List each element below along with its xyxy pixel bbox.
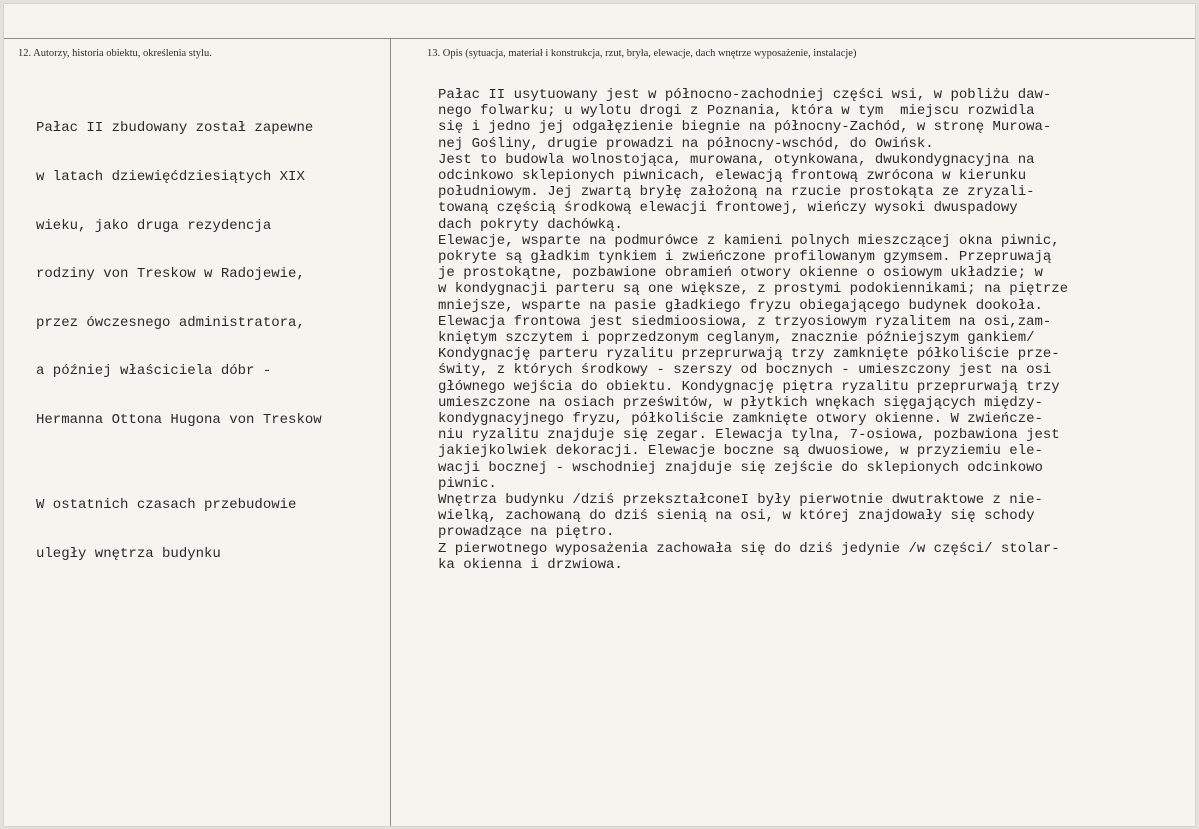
typed-line: Kondygnację parteru ryzalitu przeprurwają trzy zamknięte półkoliście prze-	[438, 346, 1060, 363]
typed-line: jakiejkolwiek dekoracji. Elewacje boczne są dwuosiowe, w przyziemiu ele-	[438, 443, 1043, 460]
typed-line: w latach dziewięćdziesiątych XIX	[36, 169, 305, 186]
typed-line: wacji bocznej - wschodniej znajduje się zejście do sklepionych odcinkowo	[438, 459, 1043, 476]
typed-line: pokryte są gładkim tynkiem i zwieńczone profilowanym gzymsem. Przepruwają	[438, 249, 1052, 266]
typed-line: Wnętrza budynku /dziś przekształconeI były pierwotnie dwutraktowe z nie-	[438, 492, 1043, 509]
section-13-body	[438, 87, 1068, 573]
typed-line: kondygnacyjnego fryzu, półkoliście zamknięte otwory okienne. W zwieńcze-	[438, 411, 1043, 428]
typed-line: uległy wnętrza budynku	[36, 545, 221, 562]
typed-line: ka okienna i drzwiowa.	[438, 556, 623, 573]
typed-line: Pałac II zbudowany został zapewne	[36, 120, 314, 137]
typed-line: mniejsze, wsparte na pasie gładkiego fryzu obiegającego budynek dookoła.	[438, 297, 1043, 314]
typed-line: prowadzące na piętro.	[438, 524, 615, 541]
section-12-body	[36, 88, 322, 578]
typed-line: piwnic.	[438, 475, 497, 492]
typed-line: dach pokryty dachówką.	[438, 216, 623, 233]
typed-line: głównego wejścia do obiektu. Kondygnację piętra ryzalitu przeprurwają trzy	[438, 378, 1060, 395]
section-13-header: 13. Opis (sytuacja, materiał i konstrukcja, rzut, bryła, elewacje, dach wnętrze wyposażenie, instalacje)	[427, 48, 857, 59]
typed-line: Elewacje, wsparte na podmurówce z kamieni polnych mieszczącej okna piwnic,	[438, 232, 1060, 249]
typed-line: towaną częścią środkową elewacji frontowej, wieńczy wysoki dwuspadowy	[438, 200, 1018, 217]
typed-line: się i jedno jej odgałęzienie biegnie na północny-Zachód, w stronę Murowa-	[438, 119, 1052, 136]
typed-line: południowym. Jej zwartą bryłę założoną na rzucie prostokąta ze zryzali-	[438, 184, 1035, 201]
typed-line: je prostokątne, pozbawione obramień otwory okienne o osiowym układzie; w	[438, 265, 1043, 282]
typed-line: w kondygnacji parteru są one większe, z prostymi podokiennikami; na piętrze	[438, 281, 1069, 298]
typed-line: nej Gośliny, drugie prowadzi na północny-wschód, do Owińsk.	[438, 135, 934, 152]
typed-line: Jest to budowla wolnostojąca, murowana, otynkowana, dwukondygnacyjna na	[438, 151, 1035, 168]
typed-line: a później właściciela dóbr -	[36, 363, 272, 380]
column-divider	[390, 38, 391, 826]
typed-line: Z pierwotnego wyposażenia zachowała się do dziś jedynie /w części/ stolar-	[438, 540, 1060, 557]
typed-line: wielką, zachowaną do dziś sienią na osi, w której znajdowały się schody	[438, 508, 1035, 525]
typed-line: przez ówczesnego administratora,	[36, 314, 305, 331]
typed-line: W ostatnich czasach przebudowie	[36, 497, 297, 514]
typed-line: umieszczone na osiach prześwitów, w płytkich wnękach sięgających między-	[438, 394, 1043, 411]
typed-line: Elewacja frontowa jest siedmioosiowa, z trzyosiowym ryzalitem na osi,zam-	[438, 313, 1052, 330]
typed-line: wieku, jako druga rezydencja	[36, 217, 272, 234]
section-12-header: 12. Autorzy, historia obiektu, określenia stylu.	[18, 48, 212, 59]
typed-line: odcinkowo sklepionych piwnicach, elewacją frontową zwrócona w kierunku	[438, 168, 1027, 185]
typed-line: kniętym szczytem i poprzedzonym ceglanym, znacznie późniejszym gankiem/	[438, 330, 1035, 347]
typed-line: nego folwarku; u wylotu drogi z Poznania, która w tym miejscu rozwidla	[438, 103, 1035, 120]
typed-line: Pałac II usytuowany jest w północno-zachodniej części wsi, w pobliżu daw-	[438, 87, 1052, 103]
typed-line: Hermanna Ottona Hugona von Treskow	[36, 412, 322, 429]
header-divider	[4, 38, 1195, 39]
typed-line: rodziny von Treskow w Radojewie,	[36, 266, 305, 283]
typed-line: świty, z których środkowy - szerszy od bocznych - umieszczony jest na osi	[438, 362, 1052, 379]
typed-line: niu ryzalitu znajduje się zegar. Elewacja tylna, 7-osiowa, pozbawiona jest	[438, 427, 1060, 444]
